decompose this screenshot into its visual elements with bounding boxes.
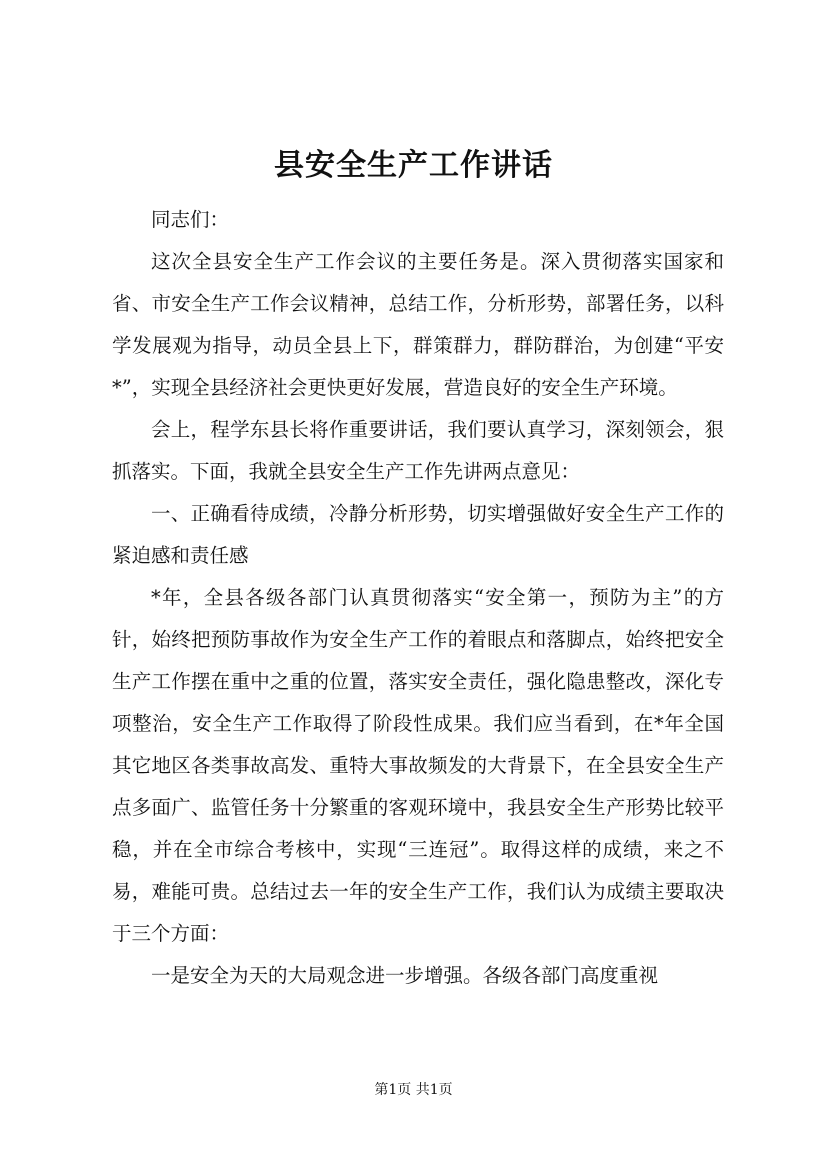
paragraph-meeting-agenda: 会上，程学东县长将作重要讲话，我们要认真学习，深刻领会，狠抓落实。下面，我就全县安全生产工作先讲两点意见： [112, 418, 724, 483]
section-heading-one: 一、正确看待成绩，冷静分析形势，切实增强做好安全生产工作的紧迫感和责任感 [112, 502, 724, 567]
paragraph-point-one: 一是安全为天的大局观念进一步增强。各级各部门高度重视 [151, 964, 659, 987]
document-title: 县安全生产工作讲话 [274, 148, 553, 183]
page-footer: 第1页 共1页 [374, 1082, 453, 1098]
paragraph-salutation: 同志们： [151, 208, 230, 231]
paragraph-achievements: *年，全县各级各部门认真贯彻落实“安全第一，预防为主”的方针，始终把预防事故作为安全生产工作的着眼点和落脚点，始终把安全生产工作摆在重中之重的位置，落实安全责任，强化隐患整改，深化专项整治，安全生产工作取得了阶段性成果。我们应当看到，在*年全国其它地区各类事故高发、重特大事故频发的大背景下，在全县安全生产点多面广、监管任务十分繁重的客观环境中，我县安全生产形势比较平稳，并在全市综合考核中，实现“三连冠”。取得这样的成绩，来之不易，难能可贵。总结过去一年的安全生产工作，我们认为成绩主要取决于三个方面： [112, 586, 724, 945]
document-body [112, 199, 724, 997]
paragraph-meeting-task: 这次全县安全生产工作会议的主要任务是。深入贯彻落实国家和省、市安全生产工作会议精神，总结工作，分析形势，部署任务，以科学发展观为指导，动员全县上下，群策群力，群防群治，为创建“平安*”，实现全县经济社会更快更好发展，营造良好的安全生产环境。 [112, 250, 724, 399]
